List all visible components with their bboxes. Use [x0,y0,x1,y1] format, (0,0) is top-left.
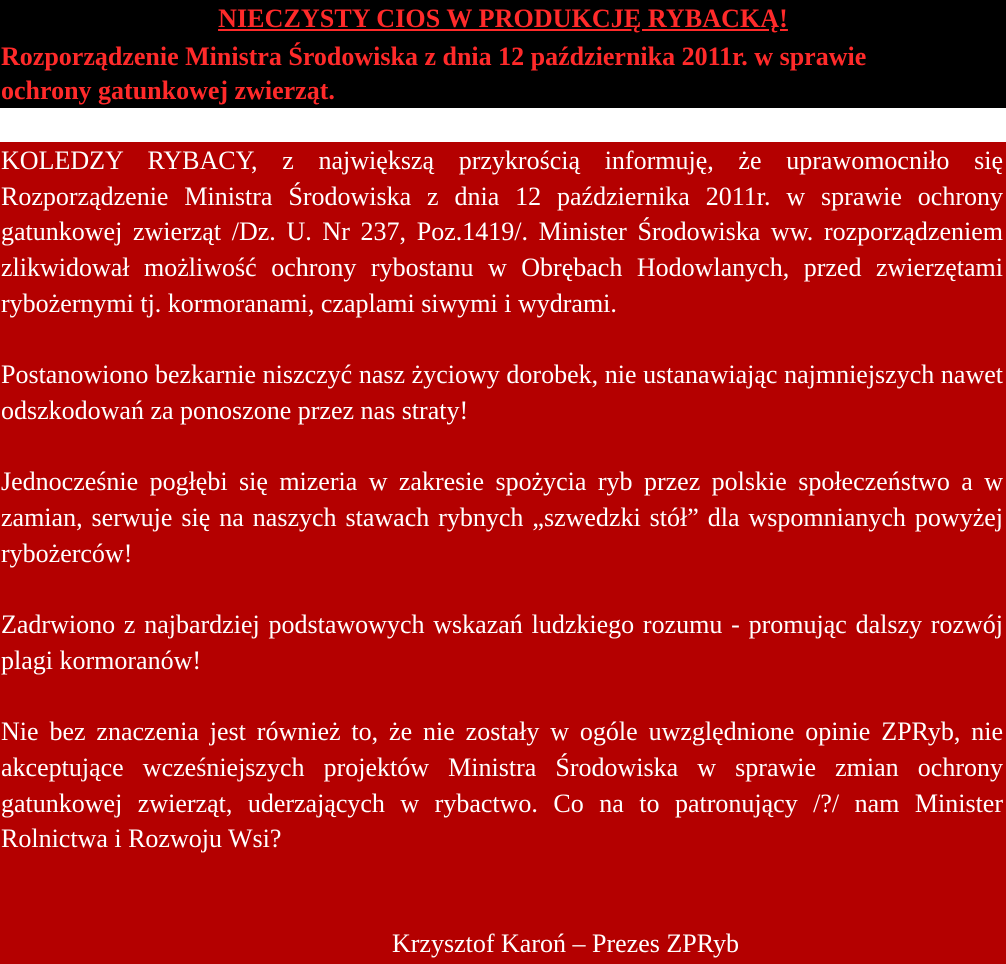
paragraph-5: Nie bez znaczenia jest również to, że nie zostały w ogóle uwzględnione opinie ZPRyb, nie akceptujące wcześniejszych projektów Ministra Środowiska w sprawie zmian ochrony gatunkowej zwierząt, uderzających w rybactwo. Co na to patronujący /?/ nam Minister Rolnictwa i Rozwoju Wsi? [1,717,1003,854]
signature: Krzysztof Karoń – Prezes ZPRyb [392,929,739,958]
paragraph-2: Postanowiono bezkarnie niszczyć nasz życiowy dorobek, nie ustanawiając najmniejszych nawet odszkodowań za ponoszone przez nas straty! [1,360,1003,425]
paragraph-4: Zadrwiono z najbardziej podstawowych wskazań ludzkiego rozumu - promując dalszy rozwój plagi kormoranów! [1,610,1003,675]
paragraph-3: Jednocześnie pogłębi się mizeria w zakresie spożycia ryb przez polskie społeczeństwo a w zamian, serwuje się na naszych stawach rybnych „szwedzki stół” dla wspomnianych powyżej rybożerców! [1,467,1003,568]
subheadline: Rozporządzenie Ministra Środowiska z dnia 12 października 2011r. w sprawie ochrony gatunkowej zwierząt. [1,42,867,105]
article-body [1,143,1003,857]
headline: NIECZYSTY CIOS W PRODUKCJĘ RYBACKĄ! [218,4,788,33]
separator-band [0,108,1006,142]
paragraph-1: KOLEDZY RYBACY, z największą przykrością informuję, że uprawomocniło się Rozporządzenie Ministra Środowiska z dnia 12 października 2011r. w sprawie ochrony gatunkowej zwierząt /Dz. U. Nr 237, Poz.1419/. Minister Środowiska ww. rozporządzeniem zlikwidował możliwość ochrony rybostanu w Obrębach Hodowlanych, przed zwierzętami rybożernymi tj. kormoranami, czaplami siwymi i wydrami. [1,146,1003,318]
